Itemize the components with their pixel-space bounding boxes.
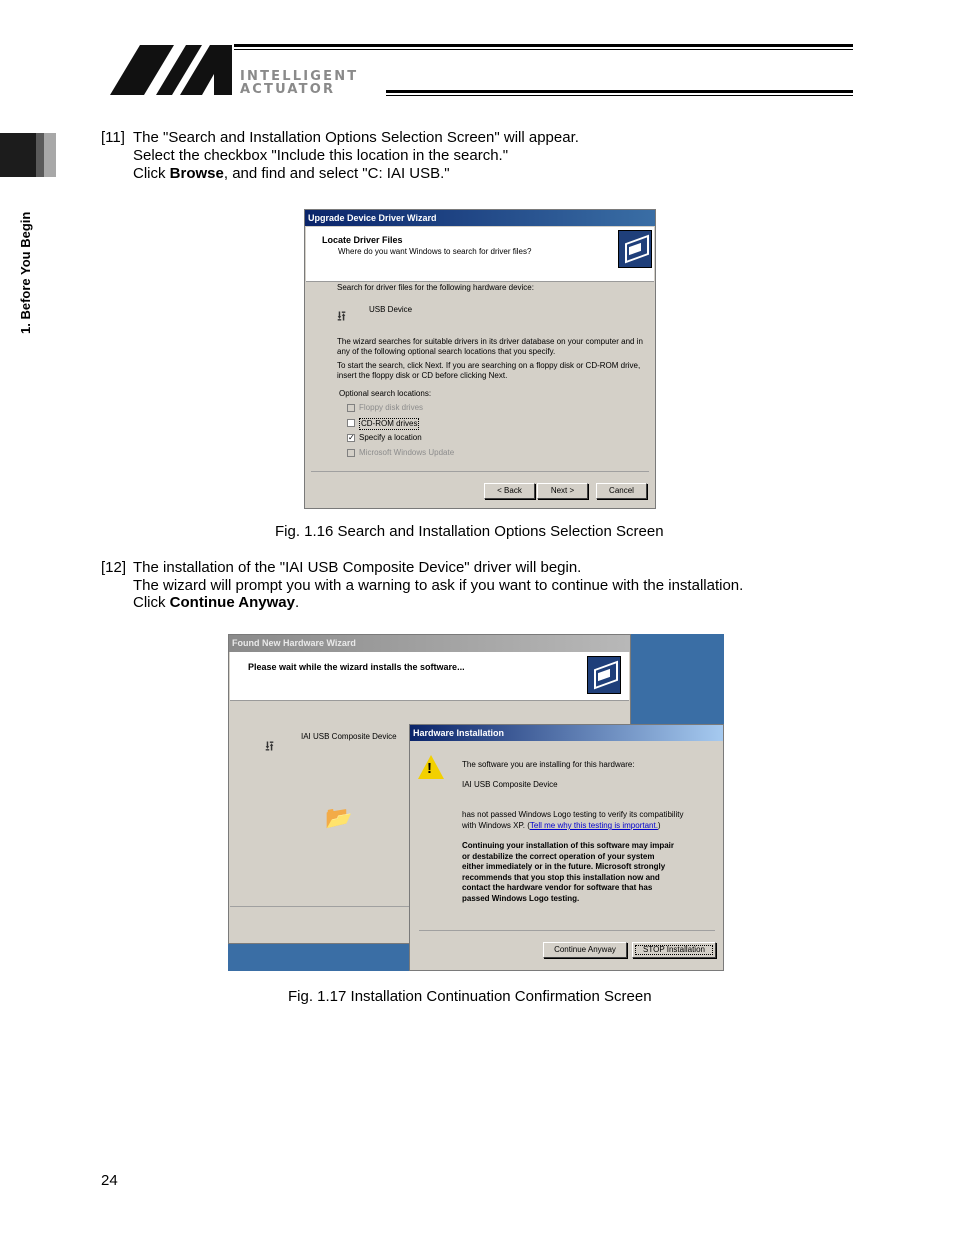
hw-warning-line6: passed Windows Logo testing. <box>462 893 580 903</box>
dialog1-separator <box>311 471 649 472</box>
step12-line1: The installation of the "IAI USB Composite Device" driver will begin. <box>133 559 582 576</box>
dialog2-heading: Please wait while the wizard installs the software... <box>248 662 465 672</box>
step11-number: [11] <box>101 129 125 146</box>
device-name: USB Device <box>369 305 413 314</box>
chapter-label: 1. Before You Begin <box>18 211 33 334</box>
desc-line1: The wizard searches for suitable drivers in its driver database on your computer and in <box>337 337 643 346</box>
folder-icon: 📂 <box>325 805 353 830</box>
side-tab-dark <box>0 133 36 177</box>
hardware-installation-dialog <box>409 724 724 971</box>
hw-device: IAI USB Composite Device <box>462 780 558 789</box>
dialog1-subheading: Where do you want Windows to search for driver files? <box>338 247 532 256</box>
desc-line2: any of the following optional search locations that you specify. <box>337 347 556 356</box>
figure-caption-2: Fig. 1.17 Installation Continuation Confirmation Screen <box>288 988 652 1005</box>
hw-line3: with Windows XP. (Tell me why this testing is important.) <box>462 821 661 830</box>
logo-mark-icon <box>110 44 234 96</box>
logo-text-line2: ACTUATOR <box>240 82 336 97</box>
dialog1-heading: Locate Driver Files <box>322 235 403 245</box>
hw-separator <box>419 930 715 931</box>
dialog2-header <box>230 652 629 701</box>
dialog1-title: Upgrade Device Driver Wizard <box>305 210 655 226</box>
desc-line3: To start the search, click Next. If you are searching on a floppy disk or CD-ROM drive, <box>337 361 641 370</box>
testing-info-link[interactable]: Tell me why this testing is important. <box>529 821 658 830</box>
next-button[interactable]: Next > <box>537 483 588 499</box>
cancel-button[interactable]: Cancel <box>596 483 647 499</box>
step11-line3: Click Browse, and find and select "C: IAI USB." <box>133 165 450 182</box>
side-tab-mid <box>36 133 44 177</box>
side-tab-light <box>44 133 56 177</box>
specify-location-label: Specify a location <box>359 433 422 442</box>
dialog2-device-name: IAI USB Composite Device <box>301 732 397 741</box>
hw-dialog-title: Hardware Installation <box>410 725 723 741</box>
hw-line1: The software you are installing for this hardware: <box>462 760 635 769</box>
figure-caption-1: Fig. 1.16 Search and Installation Options Selection Screen <box>275 523 664 540</box>
floppy-label: Floppy disk drives <box>359 403 424 412</box>
hw-warning-line4: recommends that you stop this installation now and <box>462 872 660 882</box>
step12-line2: The wizard will prompt you with a warning to ask if you want to continue with the installation. <box>133 577 744 594</box>
dialog1-header <box>306 227 654 282</box>
hw-warning-line1: Continuing your installation of this software may impair <box>462 841 675 850</box>
logo-text-line1: INTELLIGENT <box>240 69 359 84</box>
hw-warning-line3: either immediately or in the future. Microsoft strongly <box>462 862 666 871</box>
upgrade-driver-wizard-dialog <box>304 209 656 509</box>
search-text: Search for driver files for the following hardware device: <box>337 283 534 292</box>
stop-installation-button[interactable]: STOP Installation <box>632 942 716 958</box>
specify-location-checkbox[interactable]: ✓ <box>348 433 355 442</box>
continue-anyway-button[interactable]: Continue Anyway <box>543 942 627 958</box>
cdrom-checkbox[interactable] <box>347 419 355 427</box>
back-button[interactable]: < Back <box>484 483 535 499</box>
step12-number: [12] <box>101 559 127 576</box>
step11-line2: Select the checkbox "Include this location in the search." <box>133 147 509 164</box>
optional-label: Optional search locations: <box>339 389 432 398</box>
windows-update-checkbox[interactable] <box>347 449 355 457</box>
cdrom-label: CD-ROM drives <box>361 419 418 428</box>
hardware-wizard-icon <box>618 230 652 268</box>
hw-warning-line5: contact the hardware vendor for software that has <box>462 883 653 892</box>
usb-icon: ⭿ <box>337 308 347 324</box>
hw-line2: has not passed Windows Logo testing to verify its compatibility <box>462 810 684 819</box>
page-number: 24 <box>101 1172 118 1189</box>
dialog2-title: Found New Hardware Wizard <box>229 635 630 652</box>
desc-line4: insert the floppy disk or CD before clicking Next. <box>337 371 508 380</box>
floppy-checkbox[interactable] <box>347 404 355 412</box>
usb-icon: ⭿ <box>265 738 275 754</box>
warning-exclamation-icon: ! <box>427 760 432 777</box>
windows-update-label: Microsoft Windows Update <box>359 448 455 457</box>
step11-line1: The "Search and Installation Options Selection Screen" will appear. <box>133 129 579 146</box>
step12-line3: Click Continue Anyway. <box>133 594 300 611</box>
hw-warning-line2: or destabilize the correct operation of your system <box>462 851 655 861</box>
dialog2-separator <box>230 906 409 907</box>
hardware-wizard-icon <box>587 656 621 694</box>
